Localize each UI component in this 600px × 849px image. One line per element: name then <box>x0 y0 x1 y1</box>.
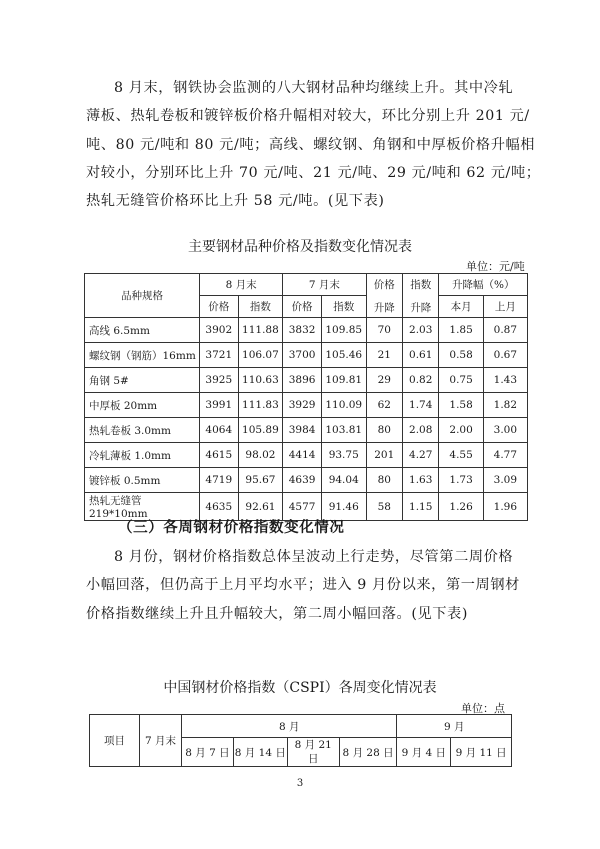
header-aug-index: 指数 <box>238 296 283 318</box>
table-cell: 1.26 <box>439 493 483 521</box>
table-cell: 94.04 <box>321 468 366 493</box>
table-cell: 3832 <box>283 318 322 343</box>
table-row <box>85 368 528 393</box>
table-cell: 1.58 <box>439 393 483 418</box>
table-cell: 4.55 <box>439 443 483 468</box>
header-text: 价格 <box>373 278 395 291</box>
cspi-weekly-table <box>89 714 512 767</box>
header-week: 9 月 4 日 <box>397 738 451 767</box>
table-cell: 109.81 <box>321 368 366 393</box>
header-week: 8 月 14 日 <box>233 738 287 767</box>
text-line: 8 月末，钢铁协会监测的八大钢材品种均继续上升。其中冷轧 <box>114 80 514 96</box>
table-cell: 3925 <box>199 368 238 393</box>
table1-unit: 单位：元/吨 <box>466 260 525 273</box>
table-cell: 4639 <box>283 468 322 493</box>
table-cell: 95.67 <box>238 468 283 493</box>
paragraph-aug-prices <box>86 74 541 215</box>
table-cell: 201 <box>366 443 402 468</box>
table-cell: 105.89 <box>238 418 283 443</box>
table-cell: 3902 <box>199 318 238 343</box>
text-line: 价格指数继续上升且升幅较大，第二周小幅回落。(见下表) <box>86 605 468 622</box>
table-cell: 4635 <box>199 493 238 521</box>
table-cell: 105.46 <box>321 343 366 368</box>
header-jul-index: 指数 <box>321 296 366 318</box>
header-week: 8 月 28 日 <box>339 738 397 767</box>
table-cell: 70 <box>366 318 402 343</box>
table-cell: 1.85 <box>439 318 483 343</box>
table-cell: 98.02 <box>238 443 283 468</box>
steel-price-table-body <box>85 318 528 521</box>
header-text: 升降 <box>410 301 432 314</box>
table-cell: 103.81 <box>321 418 366 443</box>
header-week: 8 月 7 日 <box>182 738 234 767</box>
table-cell: 0.82 <box>402 368 439 393</box>
page-number: 3 <box>296 778 304 789</box>
text-line: 吨、80 元/吨和 80 元/吨；高线、螺纹钢、角钢和中厚板价格升幅相 <box>86 136 536 153</box>
table-header-row <box>90 715 512 738</box>
section-heading: （三）各周钢材价格指数变化情况 <box>118 519 345 536</box>
table-cell: 106.07 <box>238 343 283 368</box>
table-cell: 4719 <box>199 468 238 493</box>
table-row <box>85 443 528 468</box>
table-cell: 62 <box>366 393 402 418</box>
table1-caption: 主要钢材品种价格及指数变化情况表 <box>188 239 412 255</box>
table-cell: 21 <box>366 343 402 368</box>
header-variety: 品种规格 <box>85 274 200 318</box>
steel-price-table <box>84 273 528 521</box>
variety-cell: 螺纹钢（钢筋）16mm <box>85 343 200 368</box>
text-line: 8 月份，钢材价格指数总体呈波动上行走势，尽管第二周价格 <box>114 549 514 565</box>
variety-cell: 冷轧薄板 1.0mm <box>85 443 200 468</box>
table-cell: 3896 <box>283 368 322 393</box>
table-cell: 110.63 <box>238 368 283 393</box>
paragraph-weekly-trend <box>86 543 526 628</box>
table-header-row <box>85 274 528 296</box>
table-cell: 4577 <box>283 493 322 521</box>
text-line: 对较小，分别环比上升 70 元/吨、21 元/吨、29 元/吨和 62 元/吨； <box>86 164 541 181</box>
variety-cell: 高线 6.5mm <box>85 318 200 343</box>
table-cell: 0.75 <box>439 368 483 393</box>
table-row <box>85 393 528 418</box>
table-row <box>85 318 528 343</box>
header-sep: 9 月 <box>397 715 512 738</box>
table-cell: 109.85 <box>321 318 366 343</box>
variety-cell: 镀锌板 0.5mm <box>85 468 200 493</box>
table-cell: 111.83 <box>238 393 283 418</box>
table-cell: 0.87 <box>483 318 527 343</box>
header-week: 8 月 21 日 <box>287 738 339 767</box>
table2-unit: 单位：点 <box>461 702 505 715</box>
table-cell: 3984 <box>283 418 322 443</box>
table-row <box>85 343 528 368</box>
table-cell: 110.09 <box>321 393 366 418</box>
table-cell: 2.00 <box>439 418 483 443</box>
table-cell: 0.58 <box>439 343 483 368</box>
header-last-month: 上月 <box>483 296 527 318</box>
header-week: 9 月 11 日 <box>451 738 512 767</box>
variety-cell: 热轧卷板 3.0mm <box>85 418 200 443</box>
table-cell: 3991 <box>199 393 238 418</box>
table2-caption: 中国钢材价格指数（CSPI）各周变化情况表 <box>163 680 437 696</box>
table-cell: 1.82 <box>483 393 527 418</box>
table-cell: 4.77 <box>483 443 527 468</box>
variety-cell: 中厚板 20mm <box>85 393 200 418</box>
header-item: 项目 <box>90 715 140 767</box>
table-cell: 4414 <box>283 443 322 468</box>
table-cell: 2.08 <box>402 418 439 443</box>
table-cell: 1.74 <box>402 393 439 418</box>
header-aug-end: 8 月末 <box>199 274 282 296</box>
table-cell: 3929 <box>283 393 322 418</box>
table-cell: 80 <box>366 468 402 493</box>
table-cell: 80 <box>366 418 402 443</box>
header-index-change <box>402 274 439 318</box>
table-cell: 4064 <box>199 418 238 443</box>
text-line: 薄板、热轧卷板和镀锌板价格升幅相对较大，环比分别上升 201 元/ <box>86 108 530 125</box>
table-cell: 3.00 <box>483 418 527 443</box>
text-line: 热轧无缝管价格环比上升 58 元/吨。(见下表) <box>86 193 385 210</box>
header-jul-end: 7 月末 <box>283 274 366 296</box>
table-cell: 91.46 <box>321 493 366 521</box>
header-this-month: 本月 <box>439 296 483 318</box>
header-aug: 8 月 <box>182 715 397 738</box>
variety-cell: 热轧无缝管 219*10mm <box>85 493 200 521</box>
table-cell: 1.15 <box>402 493 439 521</box>
table-cell: 1.96 <box>483 493 527 521</box>
table-cell: 111.88 <box>238 318 283 343</box>
table-cell: 4615 <box>199 443 238 468</box>
table-cell: 0.61 <box>402 343 439 368</box>
table-cell: 1.63 <box>402 468 439 493</box>
table-cell: 4.27 <box>402 443 439 468</box>
table-cell: 3.09 <box>483 468 527 493</box>
table-cell: 1.43 <box>483 368 527 393</box>
table-cell: 93.75 <box>321 443 366 468</box>
header-pct-change: 升降幅（%） <box>439 274 528 296</box>
table-cell: 3700 <box>283 343 322 368</box>
header-jul-price: 价格 <box>283 296 322 318</box>
table-cell: 58 <box>366 493 402 521</box>
header-price-change <box>366 274 402 318</box>
header-aug-price: 价格 <box>199 296 238 318</box>
header-text: 指数 <box>410 278 432 291</box>
table-row <box>85 468 528 493</box>
table-cell: 29 <box>366 368 402 393</box>
text-line: 小幅回落，但仍高于上月平均水平；进入 9 月份以来，第一周钢材 <box>86 577 520 594</box>
table-cell: 1.73 <box>439 468 483 493</box>
table-cell: 3721 <box>199 343 238 368</box>
table-row <box>85 418 528 443</box>
table-cell: 92.61 <box>238 493 283 521</box>
header-text: 升降 <box>373 301 395 314</box>
header-jul-end: 7 月末 <box>139 715 181 767</box>
variety-cell: 角钢 5# <box>85 368 200 393</box>
table-cell: 0.67 <box>483 343 527 368</box>
table-cell: 2.03 <box>402 318 439 343</box>
